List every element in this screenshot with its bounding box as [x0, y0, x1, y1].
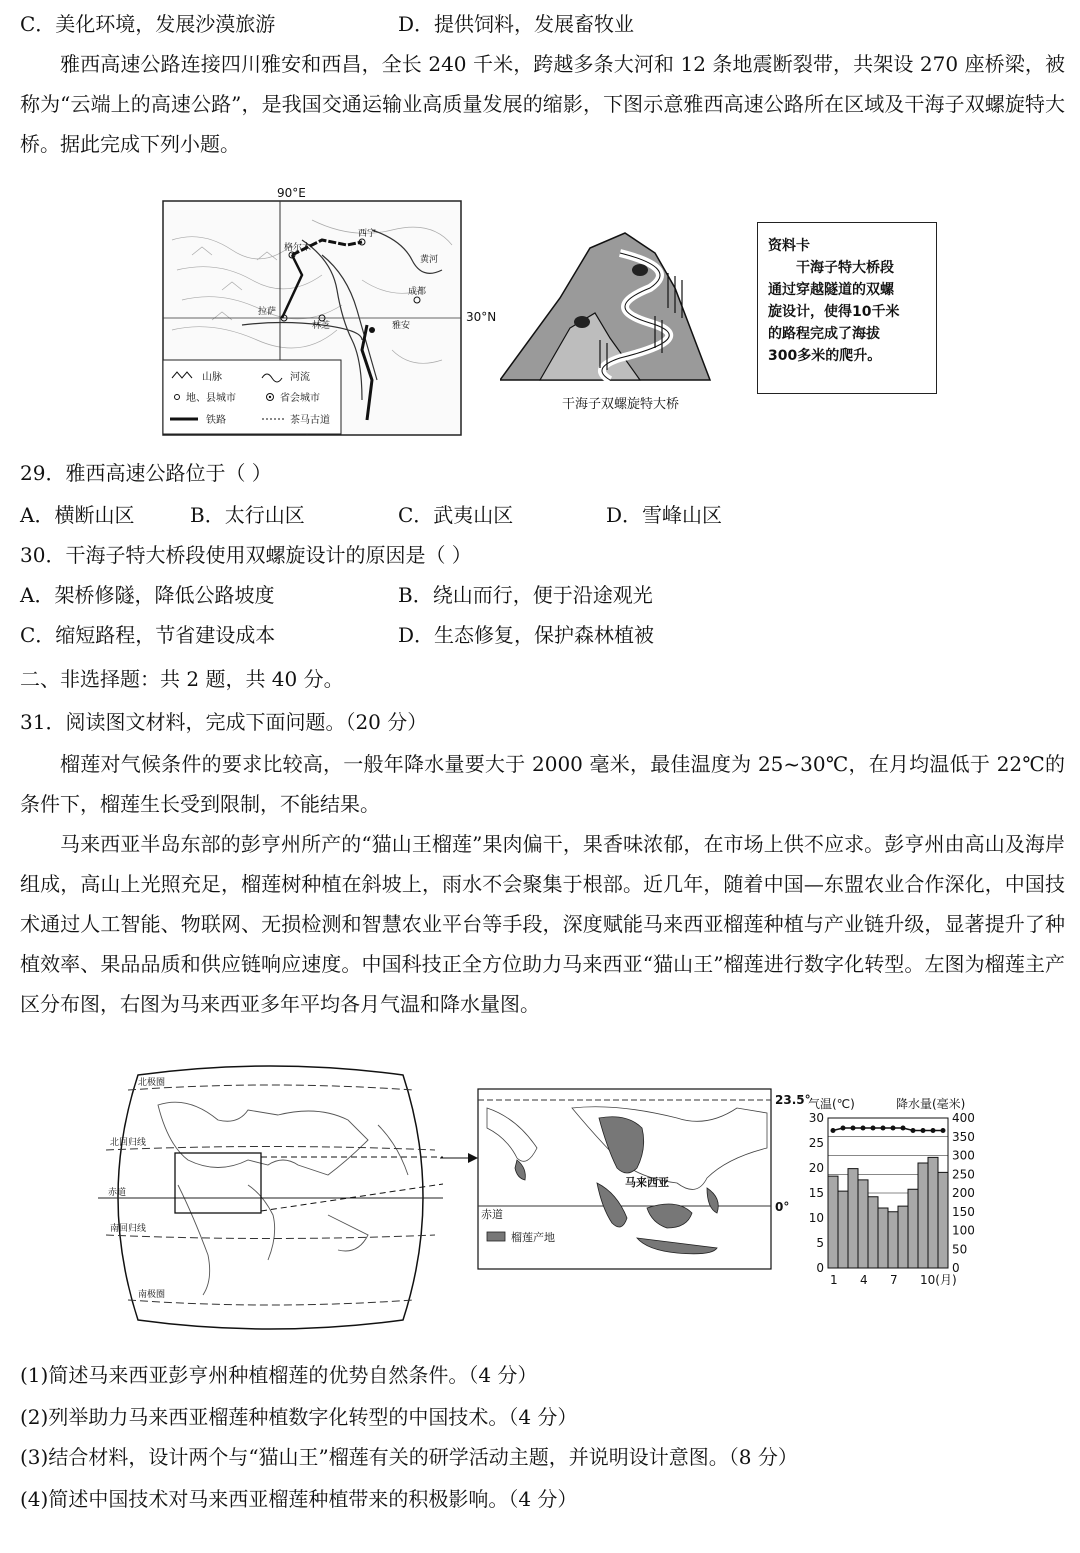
world-map [98, 1065, 443, 1330]
temp-point [911, 1128, 916, 1133]
q31-stem: 31．阅读图文材料，完成下面问题。（20 分） [20, 710, 428, 734]
precip-bar [938, 1172, 948, 1268]
q29-option-b[interactable]: B．太行山区 [190, 503, 305, 527]
lon-90e-label: 90°E [277, 186, 306, 200]
q30-option-a[interactable]: A．架桥修隧，降低公路坡度 [20, 583, 275, 607]
chart-ytick-left: 10 [808, 1211, 824, 1225]
q31-sub1: (1)简述马来西亚彭亨州种植榴莲的优势自然条件。（4 分） [20, 1363, 538, 1387]
q31-sub2: (2)列举助力马来西亚榴莲种植数字化转型的中国技术。（4 分） [20, 1405, 578, 1429]
precip-bar [858, 1180, 868, 1268]
q30-option-b[interactable]: B．绕山而行，便于沿途观光 [398, 583, 653, 607]
legend-river: 河流 [290, 372, 310, 383]
q30-option-d[interactable]: D．生态修复，保护森林植被 [398, 623, 655, 647]
chart-xtick: 10(月) [920, 1273, 957, 1287]
chart-ytick-right: 200 [952, 1186, 975, 1200]
chart-ytick-right: 50 [952, 1242, 968, 1257]
section2-title: 二、非选择题：共 2 题，共 40 分。 [20, 667, 344, 691]
q31-sub4: (4)简述中国技术对马来西亚榴莲种植带来的积极影响。（4 分） [20, 1487, 578, 1511]
q31-sub3: (3)结合材料，设计两个与“猫山王”榴莲有关的研学活动主题，并说明设计意图。（8 分） [20, 1445, 798, 1469]
chart-ylabel-right: 降水量(毫米) [896, 1097, 966, 1111]
lat-0-label: 0° [775, 1200, 790, 1214]
city-label: 雅安 [392, 321, 411, 331]
city-label: 成都 [408, 287, 427, 297]
antarctic-circle-label: 南极圈 [138, 1290, 166, 1300]
legend-city: 地、县城市 [186, 393, 236, 404]
equator-label: 赤道 [108, 1188, 127, 1198]
chart-ytick-left: 20 [808, 1161, 824, 1175]
chart-xtick: 4 [860, 1273, 868, 1287]
durian-legend-label: 榴莲产地 [511, 1231, 555, 1244]
temp-point [841, 1126, 846, 1131]
legend-tea-road: 茶马古道 [290, 415, 330, 426]
chart-ytick-right: 150 [952, 1204, 975, 1219]
precip-bar [838, 1191, 848, 1268]
precip-bar [928, 1157, 938, 1268]
temp-point [881, 1126, 886, 1131]
lat-30n-label: 30°N [466, 310, 497, 324]
temp-point [851, 1126, 856, 1131]
q29-option-a[interactable]: A．横断山区 [20, 503, 135, 527]
temp-point [931, 1128, 936, 1133]
city-label: 林芝 [312, 321, 331, 331]
chart-ytick-right: 250 [952, 1167, 975, 1182]
chart-ytick-right: 100 [952, 1223, 975, 1238]
city-label: 格尔木 [284, 243, 312, 253]
precip-bar [848, 1169, 858, 1268]
temp-point [941, 1128, 946, 1133]
chart-ytick-right: 0 [952, 1261, 960, 1275]
bridge-caption: 干海子双螺旋特大桥 [562, 397, 680, 412]
chart-ytick-left: 15 [808, 1186, 824, 1200]
temp-point [921, 1128, 926, 1133]
yaxi-region-map [162, 200, 462, 436]
chart-ytick-right: 350 [952, 1129, 975, 1144]
precip-bar [828, 1176, 838, 1268]
q31-para1: 榴莲对气候条件的要求比较高，一般年降水量要大于 2000 毫米，最佳温度为 25~30℃，在月均温低于 22℃的条件下，榴莲生长受到限制，不能结果。 [20, 752, 1065, 816]
equator-label: 赤道 [481, 1208, 503, 1221]
legend-railway: 铁路 [206, 415, 226, 426]
tropic-cancer-label: 北回归线 [110, 1138, 147, 1148]
arrow-icon [440, 1150, 480, 1170]
legend-mountain: 山脉 [202, 372, 222, 383]
temp-point [901, 1126, 906, 1131]
precip-bar [898, 1206, 908, 1268]
temp-line [833, 1128, 943, 1131]
durian-region-map [477, 1088, 772, 1270]
q29-option-c[interactable]: C．武夷山区 [398, 503, 514, 527]
precip-bar [908, 1189, 918, 1268]
temp-point [831, 1128, 836, 1133]
chart-ytick-left: 0 [816, 1261, 824, 1275]
temp-point [861, 1126, 866, 1131]
temp-point [891, 1126, 896, 1131]
malaysia-label: 马来西亚 [625, 1176, 669, 1189]
durian-legend-swatch [487, 1232, 505, 1241]
info-card-line: 旋设计，使得10千米 [768, 304, 900, 320]
city-label: 西宁 [358, 229, 377, 239]
chart-ytick-right: 400 [952, 1111, 975, 1125]
q30-option-c[interactable]: C．缩短路程，节省建设成本 [20, 623, 276, 647]
legend-capital: 省会城市 [280, 393, 320, 404]
arctic-circle-label: 北极圈 [138, 1078, 166, 1088]
info-card-title: 资料卡 [768, 238, 810, 254]
precip-bar [918, 1163, 928, 1268]
option-d-prev: D．提供饲料，发展畜牧业 [398, 12, 635, 36]
info-card [757, 222, 937, 394]
q31-para2: 马来西亚半岛东部的彭亨州所产的“猫山王榴莲”果肉偏干，果香味浓郁，在市场上供不应求。彭亨州由高山及海岸组成，高山上光照充足，榴莲树种植在斜坡上，雨水不会聚集于根部。近几年，随着中国—东盟农业合作深化，中国技术通过人工智能、物联网、无损检测和智慧农业平台等手段，深度赋能马来西亚榴莲种植与产业链升级，显著提升了种植效率、果品品质和供应链响应速度。中国科技正全方位助力马来西亚“猫山王”榴莲进行数字化转型。左图为榴莲主产区分布图，右图为马来西亚多年平均各月气温和降水量图。 [20, 832, 1065, 1016]
q30-stem: 30．干海子特大桥段使用双螺旋设计的原因是（ ） [20, 543, 472, 567]
option-c-prev: C．美化环境，发展沙漠旅游 [20, 12, 276, 36]
tropic-capricorn-label: 南回归线 [110, 1224, 147, 1234]
chart-ytick-left: 30 [808, 1111, 824, 1125]
info-card-line: 通过穿越隧道的双螺 [768, 282, 894, 298]
spiral-bridge-illustration [500, 228, 730, 388]
q29-stem: 29．雅西高速公路位于（ ） [20, 461, 272, 485]
info-card-line: 的路程完成了海拔 [768, 326, 880, 342]
temp-point [871, 1126, 876, 1131]
precip-bar [868, 1197, 878, 1268]
chart-ylabel-left: 气温(℃) [808, 1097, 855, 1111]
city-label: 拉萨 [258, 307, 277, 317]
city-label: 黄河 [420, 255, 439, 265]
chart-ytick-left: 25 [808, 1136, 824, 1150]
q29-option-d[interactable]: D．雪峰山区 [606, 503, 723, 527]
intro-paragraph: 雅西高速公路连接四川雅安和西昌，全长 240 千米，跨越多条大河和 12 条地震断裂带，共架设 270 座桥梁，被称为“云端上的高速公路”，是我国交通运输业高质量发展的缩影，下图示意雅西高速公路所在区域及干海子双螺旋特大桥。据此完成下列小题。 [20, 52, 1065, 156]
precip-bar [878, 1208, 888, 1268]
precip-bar [888, 1212, 898, 1268]
chart-xtick: 7 [890, 1273, 898, 1287]
info-card-line: 300多米的爬升。 [768, 348, 882, 364]
info-card-line: 干海子特大桥段 [796, 260, 894, 276]
chart-ytick-left: 5 [816, 1236, 824, 1250]
chart-xtick: 1 [830, 1273, 838, 1287]
lat-23-5-label: 23.5° [775, 1093, 811, 1107]
climate-chart [800, 1090, 980, 1290]
chart-ytick-right: 300 [952, 1148, 975, 1163]
